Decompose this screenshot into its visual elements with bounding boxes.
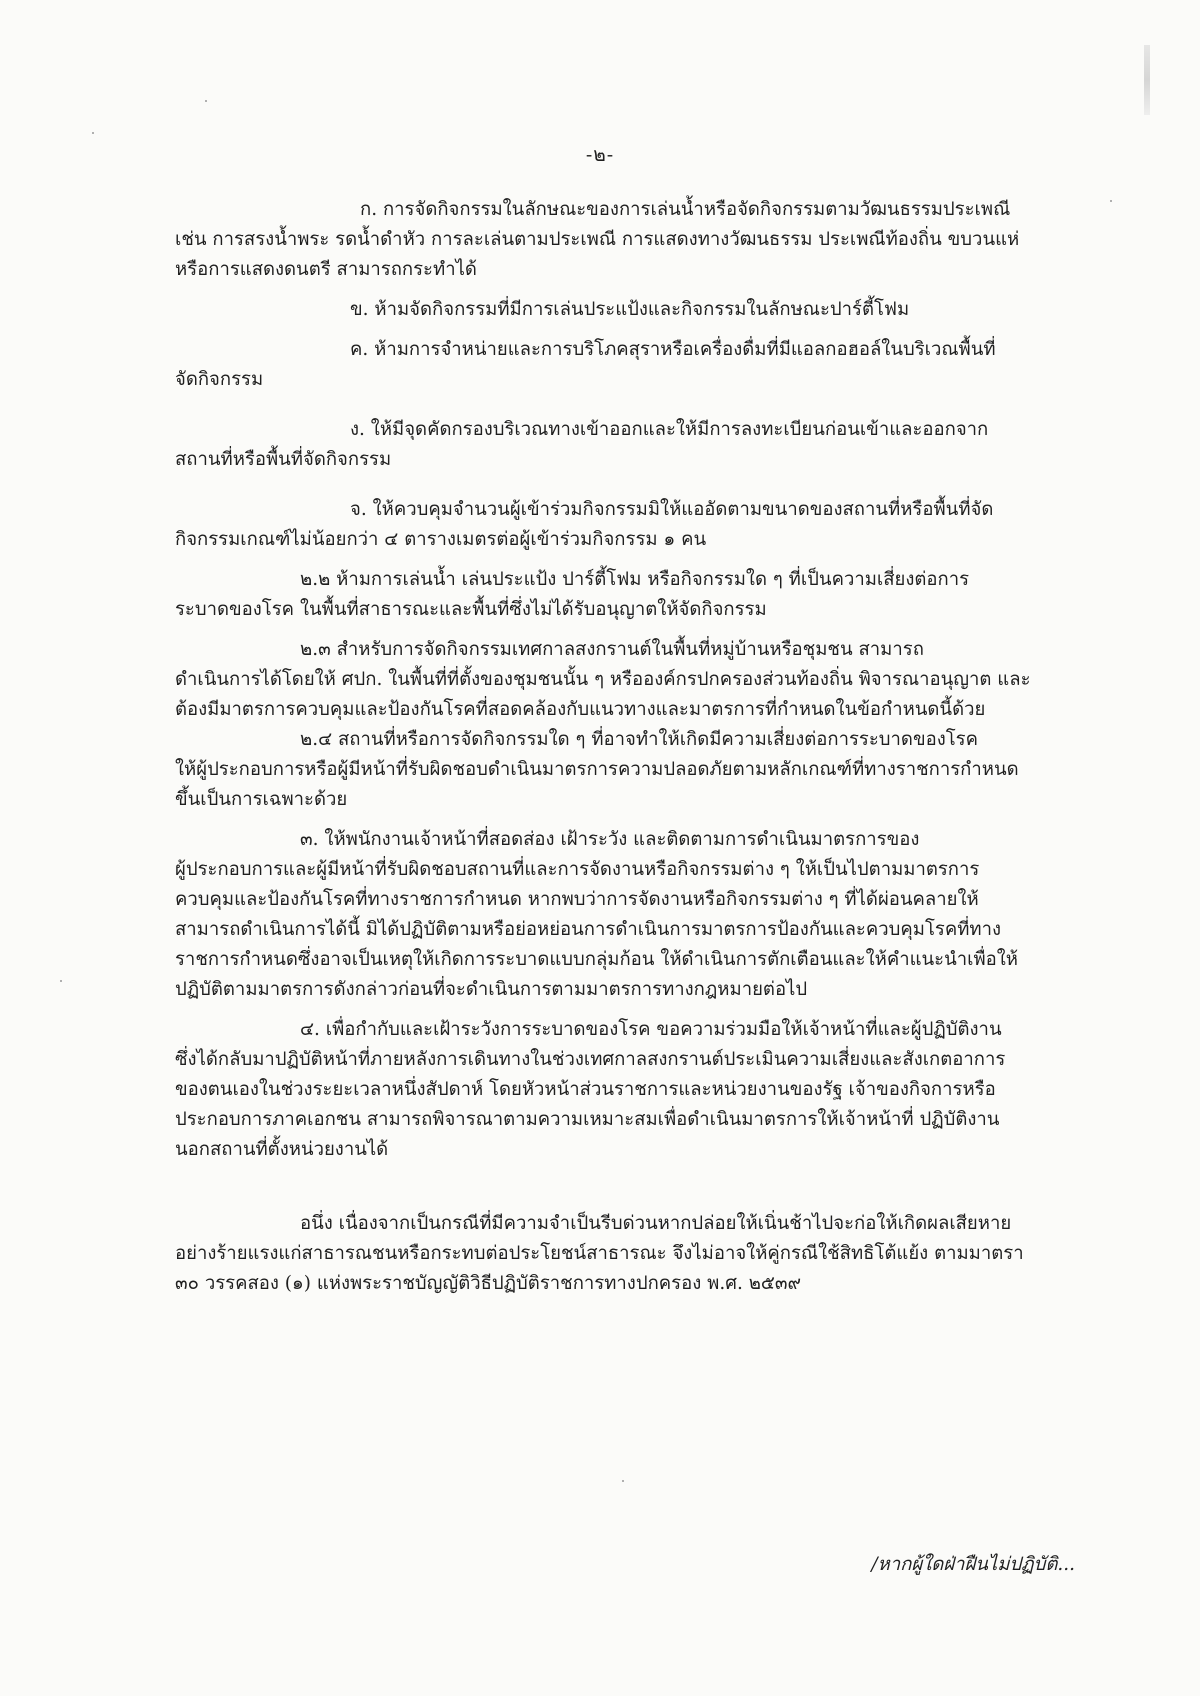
scan-artifact xyxy=(1144,45,1150,115)
paragraph-item-4 xyxy=(175,1015,1100,1165)
text-line: ๒.๔ สถานที่หรือการจัดกิจกรรมใด ๆ ที่อาจทำให้เกิดมีความเสี่ยงต่อการระบาดของโรค xyxy=(300,729,978,750)
text-line: ซึ่งได้กลับมาปฏิบัติหน้าที่ภายหลังการเดินทางในช่วงเทศกาลสงกรานต์ประเมินความเสี่ยงและสังเกตอาการ xyxy=(175,1049,1006,1070)
scan-speck xyxy=(60,980,62,982)
continuation-note: /หากผู้ใดฝ่าฝืนไม่ปฏิบัติ... xyxy=(871,1554,1075,1575)
text-line: ปฏิบัติตามมาตรการดังกล่าวก่อนที่จะดำเนินการตามมาตรการทางกฎหมายต่อไป xyxy=(175,979,808,1000)
text-line: ๒.๒ ห้ามการเล่นน้ำ เล่นประแป้ง ปาร์ตี้โฟม หรือกิจกรรมใด ๆ ที่เป็นความเสี่ยงต่อการ xyxy=(300,569,970,590)
text-line: ดำเนินการได้โดยให้ ศปก. ในพื้นที่ที่ตั้งของชุมชนนั้น ๆ หรือองค์กรปกครองส่วนท้องถิ่น พิจารณาอนุญาต และ xyxy=(175,669,1031,690)
text-line: ๓๐ วรรคสอง (๑) แห่งพระราชบัญญัติวิธีปฏิบัติราชการทางปกครอง พ.ศ. ๒๕๓๙ xyxy=(175,1273,802,1294)
text-line: ราชการกำหนดซึ่งอาจเป็นเหตุให้เกิดการระบาดแบบกลุ่มก้อน ให้ดำเนินการตักเตือนและให้คำแนะนำเพื่อให้ xyxy=(175,949,1018,970)
text-line: สามารถดำเนินการได้นี้ มิได้ปฏิบัติตามหรือย่อหย่อนการดำเนินการมาตรการป้องกันและควบคุมโรคที่ทาง xyxy=(175,919,1002,940)
text-line: ก. การจัดกิจกรรมในลักษณะของการเล่นน้ำหรือจัดกิจกรรมตามวัฒนธรรมประเพณี xyxy=(360,199,1011,220)
scan-speck xyxy=(205,100,207,102)
scan-speck xyxy=(1110,200,1112,202)
text-line: สถานที่หรือพื้นที่จัดกิจกรรม xyxy=(175,449,392,470)
text-line: หรือการแสดงดนตรี สามารถกระทำได้ xyxy=(175,259,477,280)
text-line: อนึ่ง เนื่องจากเป็นกรณีที่มีความจำเป็นรีบด่วนหากปล่อยให้เนิ่นช้าไปจะก่อให้เกิดผลเสียหาย xyxy=(300,1213,1012,1234)
text-line: นอกสถานที่ตั้งหน่วยงานได้ xyxy=(175,1139,389,1160)
paragraph-item-a xyxy=(175,195,1100,285)
text-line: อย่างร้ายแรงแก่สาธารณชนหรือกระทบต่อประโยชน์สาธารณะ จึงไม่อาจให้คู่กรณีใช้สิทธิโต้แย้ง ตามมาตรา xyxy=(175,1243,1024,1264)
paragraph-2-2 xyxy=(175,565,1100,625)
text-line: ควบคุมและป้องกันโรคที่ทางราชการกำหนด หากพบว่าการจัดงานหรือกิจกรรมต่าง ๆ ที่ได้ผ่อนคลายให้ xyxy=(175,889,979,910)
text-line: ๔. เพื่อกำกับและเฝ้าระวังการระบาดของโรค ขอความร่วมมือให้เจ้าหน้าที่และผู้ปฏิบัติงาน xyxy=(300,1019,1002,1040)
scan-speck xyxy=(92,132,94,134)
paragraph-2-4 xyxy=(175,725,1100,815)
text-line: ข. ห้ามจัดกิจกรรมที่มีการเล่นประแป้งและกิจกรรมในลักษณะปาร์ตี้โฟม xyxy=(350,299,910,320)
text-line: ให้ผู้ประกอบการหรือผู้มีหน้าที่รับผิดชอบดำเนินมาตรการความปลอดภัยตามหลักเกณฑ์ที่ทางราชการกำหนด xyxy=(175,759,1019,780)
text-line: ผู้ประกอบการและผู้มีหน้าที่รับผิดชอบสถานที่และการจัดงานหรือกิจกรรมต่าง ๆ ให้เป็นไปตามมาตรการ xyxy=(175,859,980,880)
paragraph-item-e xyxy=(175,495,1100,555)
text-line: กิจกรรมเกณฑ์ไม่น้อยกว่า ๔ ตารางเมตรต่อผู้เข้าร่วมกิจกรรม ๑ คน xyxy=(175,529,707,550)
page-number: -๒- xyxy=(585,144,615,166)
text-line: ง. ให้มีจุดคัดกรองบริเวณทางเข้าออกและให้มีการลงทะเบียนก่อนเข้าและออกจาก xyxy=(350,419,989,440)
paragraph-item-d xyxy=(175,415,1100,475)
document-body xyxy=(175,195,1100,1299)
text-line: ต้องมีมาตรการควบคุมและป้องกันโรคที่สอดคล้องกับแนวทางและมาตรการที่กำหนดในข้อกำหนดนี้ด้วย xyxy=(175,699,986,720)
text-line: ๓. ให้พนักงานเจ้าหน้าที่สอดส่อง เฝ้าระวัง และติดตามการดำเนินมาตรการของ xyxy=(300,829,920,850)
scan-speck xyxy=(622,1480,624,1482)
text-line: ขึ้นเป็นการเฉพาะด้วย xyxy=(175,789,348,810)
text-line: ระบาดของโรค ในพื้นที่สาธารณะและพื้นที่ซึ่งไม่ได้รับอนุญาตให้จัดกิจกรรม xyxy=(175,599,767,620)
paragraph-item-c xyxy=(175,335,1100,395)
paragraph-item-3 xyxy=(175,825,1100,1005)
text-line: ๒.๓ สำหรับการจัดกิจกรรมเทศกาลสงกรานต์ในพื้นที่หมู่บ้านหรือชุมชน สามารถ xyxy=(300,639,924,660)
paragraph-item-b xyxy=(175,295,1100,325)
text-line: จ. ให้ควบคุมจำนวนผู้เข้าร่วมกิจกรรมมิให้แออัดตามขนาดของสถานที่หรือพื้นที่จัด xyxy=(350,499,994,520)
paragraph-2-3 xyxy=(175,635,1100,725)
text-line: เช่น การสรงน้ำพระ รดน้ำดำหัว การละเล่นตามประเพณี การแสดงทางวัฒนธรรม ประเพณีท้องถิ่น ขบวนแห่ xyxy=(175,229,1020,250)
text-line: ค. ห้ามการจำหน่ายและการบริโภคสุราหรือเครื่องดื่มที่มีแอลกอฮอล์ในบริเวณพื้นที่ xyxy=(350,339,996,360)
paragraph-closing xyxy=(175,1209,1100,1299)
text-line: ของตนเองในช่วงระยะเวลาหนึ่งสัปดาห์ โดยหัวหน้าส่วนราชการและหน่วยงานของรัฐ เจ้าของกิจการหรือ xyxy=(175,1079,996,1100)
text-line: จัดกิจกรรม xyxy=(175,369,264,390)
text-line: ประกอบการภาคเอกชน สามารถพิจารณาตามความเหมาะสมเพื่อดำเนินมาตรการให้เจ้าหน้าที่ ปฏิบัติงาน xyxy=(175,1109,1000,1130)
